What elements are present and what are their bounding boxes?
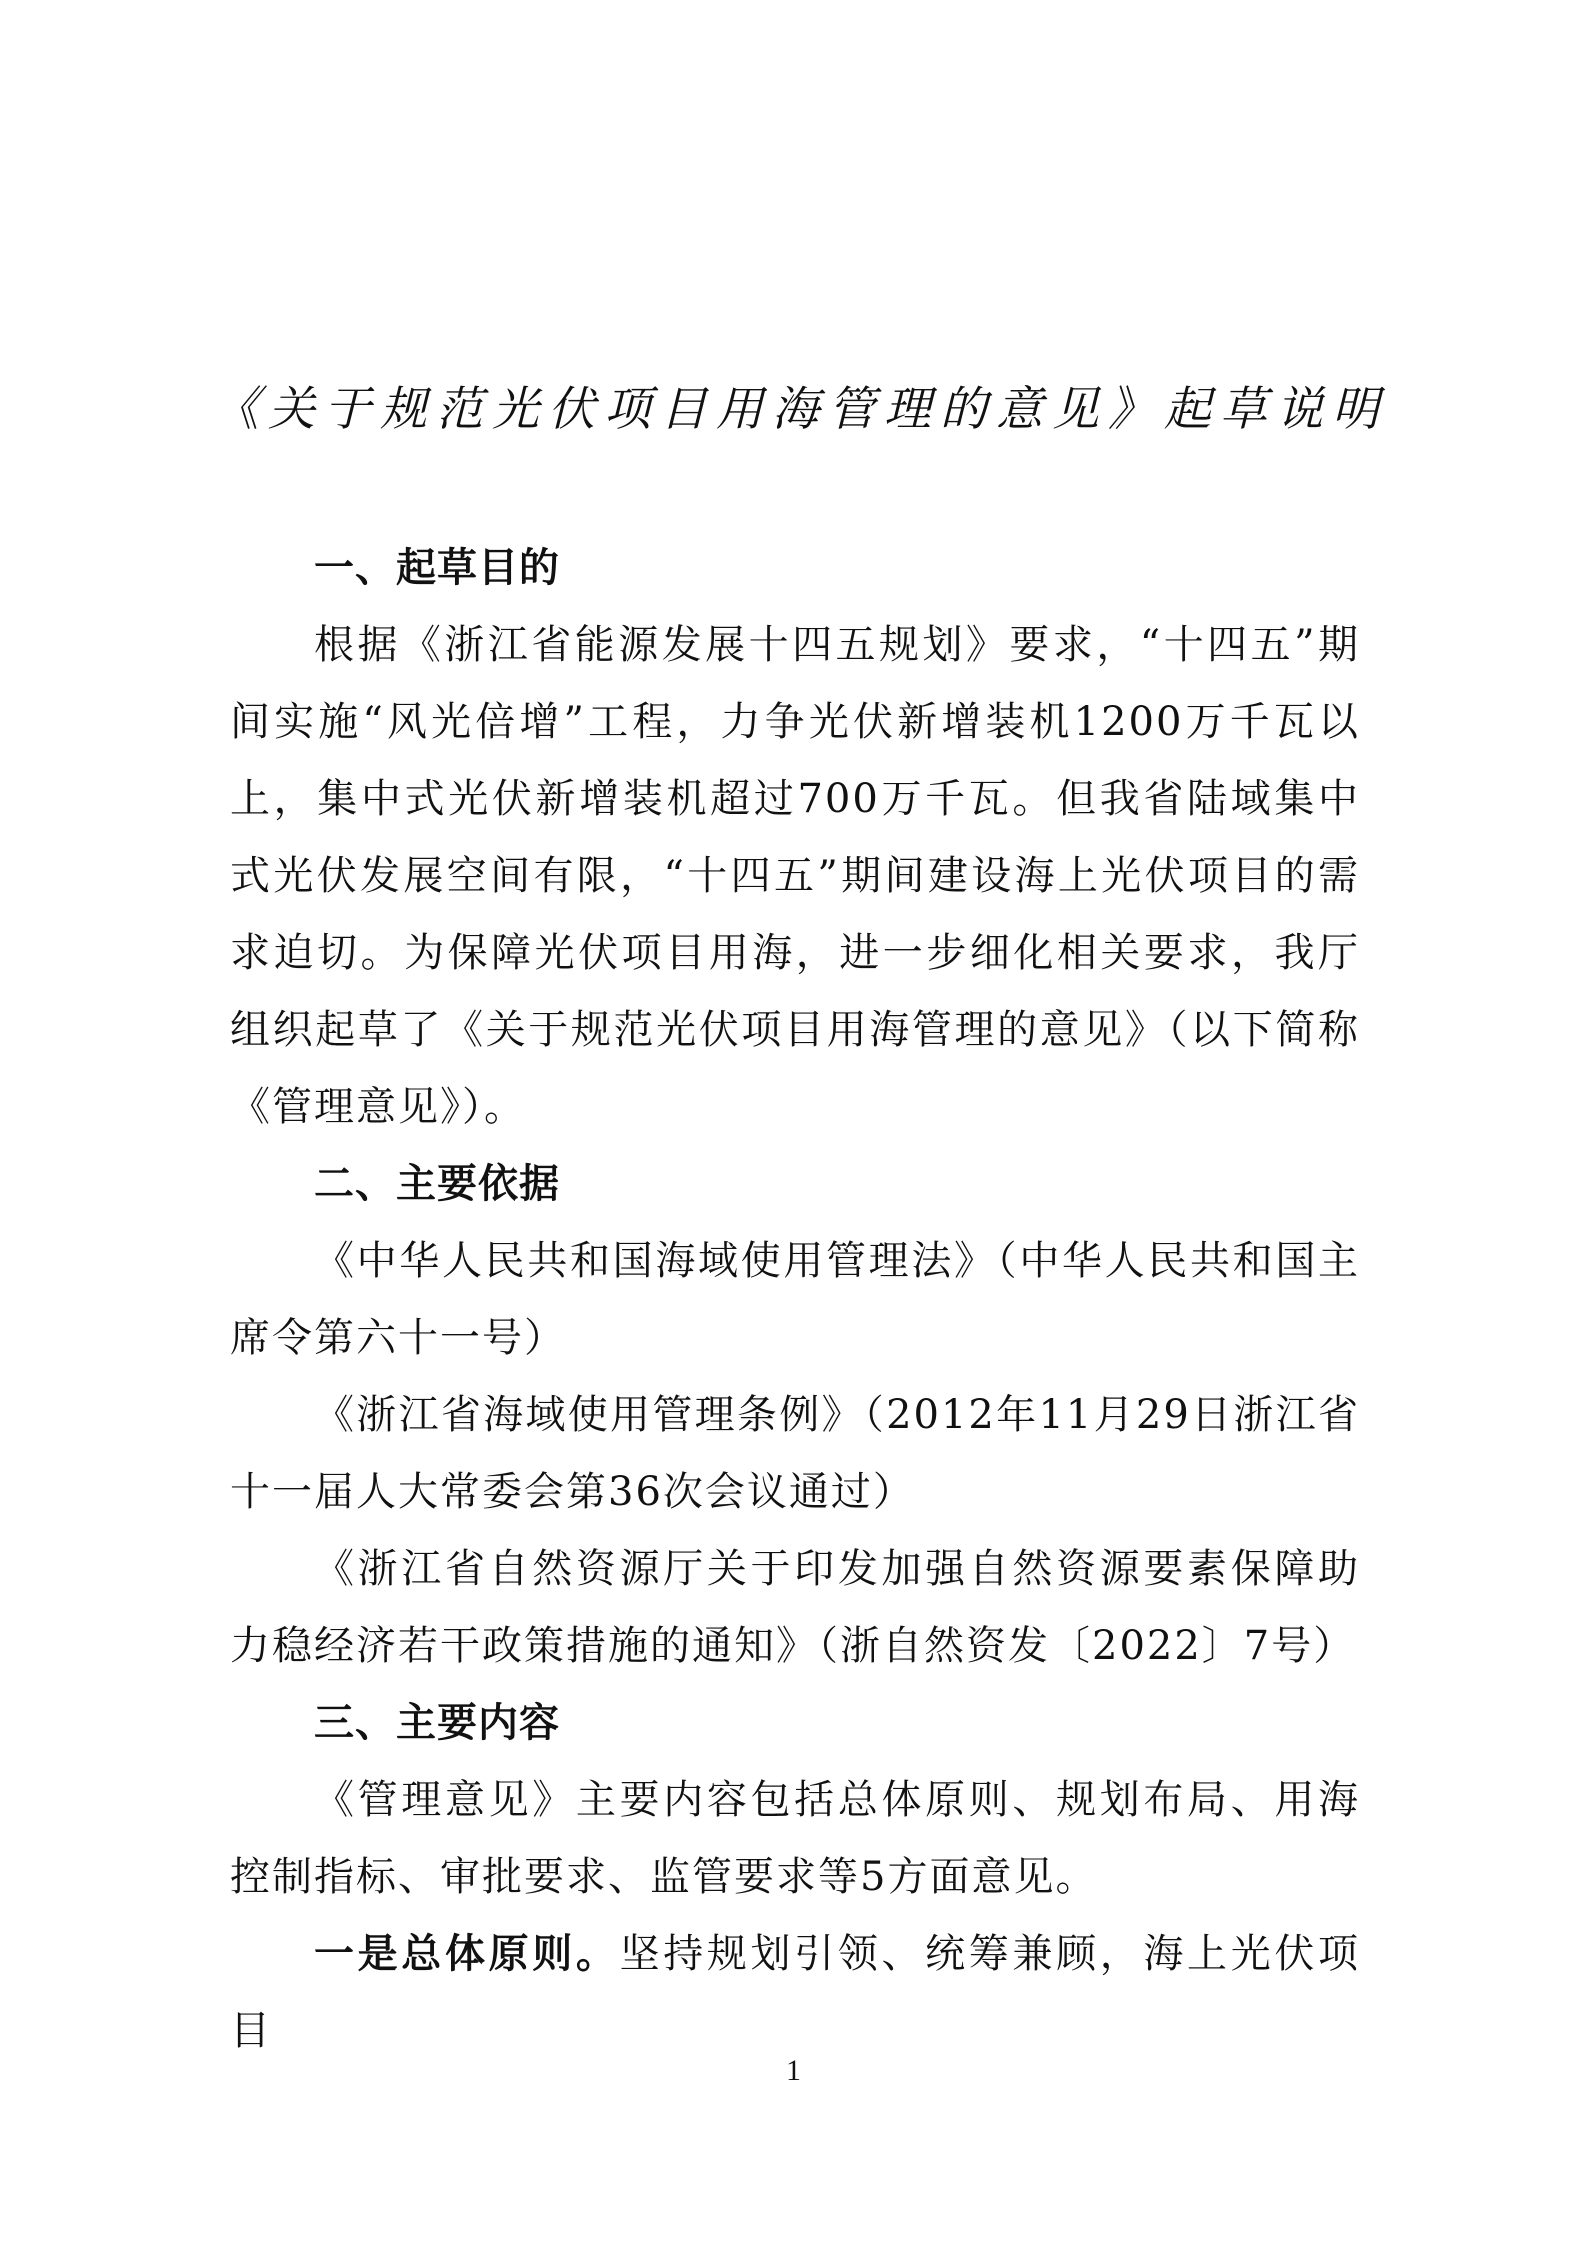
paragraph-basis-regulation: 《浙江省海域使用管理条例》（2012年11月29日浙江省十一届人大常委会第36次会议通过） [230, 1392, 1360, 1515]
paragraph-basis-notice: 《浙江省自然资源厅关于印发加强自然资源要素保障助力稳经济若干政策措施的通知》（浙自然资发〔2022〕7号） [230, 1546, 1360, 1669]
section-heading-purpose: 一、起草目的 [314, 545, 560, 591]
section-heading-basis: 二、主要依据 [314, 1161, 560, 1207]
paragraph-basis-law: 《中华人民共和国海域使用管理法》（中华人民共和国主席令第六十一号） [230, 1238, 1360, 1361]
paragraph-content-principle [230, 1916, 1360, 2070]
section-heading-content: 三、主要内容 [314, 1700, 560, 1746]
paragraph-lead-phrase: 一是总体原则。 [314, 1931, 620, 1977]
paragraph-purpose: 根据《浙江省能源发展十四五规划》要求，“十四五”期间实施“风光倍增”工程，力争光伏新增装机1200万千瓦以上，集中式光伏新增装机超过700万千瓦。但我省陆域集中式光伏发展空间有限，“十四五”期间建设海上光伏项目的需求迫切。为保障光伏项目用海，进一步细化相关要求，我厅组织起草了《关于规范光伏项目用海管理的意见》（以下简称《管理意见》）。 [230, 622, 1360, 1130]
page-number: 1 [786, 2054, 801, 2087]
document-title: 《关于规范光伏项目用海管理的意见》起草说明 [212, 382, 1388, 437]
paragraph-content-summary: 《管理意见》主要内容包括总体原则、规划布局、用海控制指标、审批要求、监管要求等5方面意见。 [230, 1777, 1360, 1900]
paragraph-lead-text: 坚持规划引领、统筹兼顾，海上光伏项目 [230, 1931, 1361, 2054]
document-body [230, 530, 1360, 2070]
